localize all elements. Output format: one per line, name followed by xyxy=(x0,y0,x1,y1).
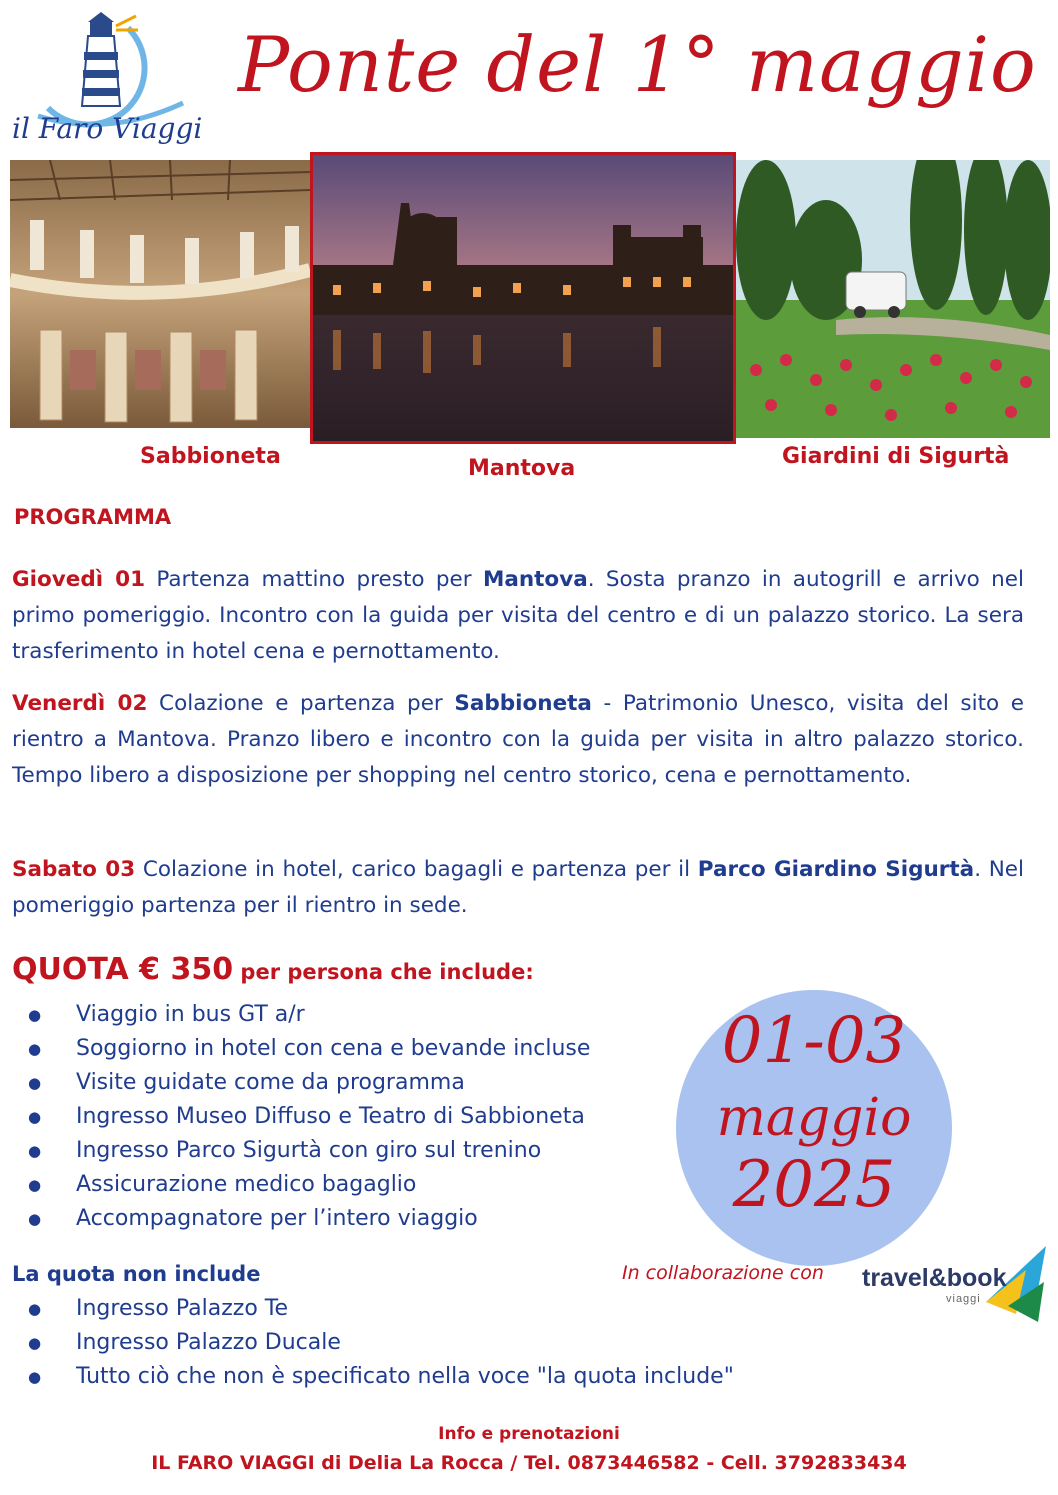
page-title: Ponte del 1° maggio xyxy=(238,20,1037,109)
list-item: ● Viaggio in bus GT a/r xyxy=(12,998,590,1032)
excludes-list xyxy=(12,1292,734,1394)
date-badge xyxy=(676,990,952,1266)
travel-book-brand: travel&book xyxy=(862,1264,1007,1292)
photo-mantova xyxy=(310,152,736,444)
destination: Sabbioneta xyxy=(454,691,592,716)
programma-heading: PROGRAMMA xyxy=(14,505,172,529)
list-item: ● Visite guidate come da programma xyxy=(12,1066,590,1100)
day-label: Giovedì 01 xyxy=(12,567,146,592)
photo-sabbioneta xyxy=(10,160,310,428)
date-range: 01-03 xyxy=(721,1004,907,1078)
day-text: - Patrimonio Unesco, visita del sito e rientro a Mantova. Pranzo libero e incontro con la guida per visita in altro palazzo storico. Tempo libero a disposizione per shopping nel centro storico, cena e pernottamento. xyxy=(12,691,1024,788)
list-item: ● Ingresso Parco Sigurtà con giro sul trenino xyxy=(12,1134,590,1168)
day-text: . Sosta pranzo in autogrill e arrivo nel primo pomeriggio. Incontro con la guida per visita del centro e di un palazzo storico. La sera trasferimento in hotel cena e pernottamento. xyxy=(12,567,1024,664)
quota-price: QUOTA € 350 xyxy=(12,952,234,987)
list-item: ● Tutto ciò che non è specificato nella voce "la quota include" xyxy=(12,1360,734,1394)
collab-text: In collaborazione con xyxy=(622,1262,824,1284)
day-label: Sabato 03 xyxy=(12,857,136,882)
day-text: Colazione e partenza per xyxy=(147,691,455,716)
day-paragraph xyxy=(12,686,1024,794)
photo-giardini-sigurta xyxy=(736,160,1050,438)
destination: Mantova xyxy=(482,567,588,592)
excludes-heading: La quota non include xyxy=(12,1262,261,1286)
footer-contacts: IL FARO VIAGGI di Delia La Rocca / Tel. 0873446582 - Cell. 3792833434 xyxy=(151,1452,907,1474)
day-text: . Nel pomeriggio partenza per il rientro in sede. xyxy=(12,857,1024,918)
logo-text: il Faro Viaggi xyxy=(12,112,203,145)
day-label: Venerdì 02 xyxy=(12,691,148,716)
travel-book-sub: viaggi xyxy=(946,1293,981,1305)
list-item: ● Accompagnatore per l’intero viaggio xyxy=(12,1202,590,1236)
list-item: ● Soggiorno in hotel con cena e bevande incluse xyxy=(12,1032,590,1066)
caption-giardini: Giardini di Sigurtà xyxy=(782,444,1010,469)
day-paragraph xyxy=(12,562,1024,670)
caption-mantova: Mantova xyxy=(468,456,576,481)
footer-info: Info e prenotazioni xyxy=(438,1424,620,1444)
day-text: Partenza mattino presto per xyxy=(145,567,483,592)
destination: Parco Giardino Sigurtà xyxy=(697,857,975,882)
date-year: 2025 xyxy=(732,1148,896,1222)
day-text: Colazione in hotel, carico bagagli e partenza per il xyxy=(135,857,698,882)
list-item: ● Ingresso Palazzo Te xyxy=(12,1292,734,1326)
list-item: ● Ingresso Palazzo Ducale xyxy=(12,1326,734,1360)
day-paragraph xyxy=(12,852,1024,924)
quota-heading xyxy=(12,952,534,987)
list-item: ● Ingresso Museo Diffuso e Teatro di Sabbioneta xyxy=(12,1100,590,1134)
date-month: maggio xyxy=(716,1088,912,1148)
quota-suffix: per persona che include: xyxy=(233,960,534,984)
caption-sabbioneta: Sabbioneta xyxy=(140,444,281,469)
list-item: ● Assicurazione medico bagaglio xyxy=(12,1168,590,1202)
includes-list xyxy=(12,998,590,1236)
